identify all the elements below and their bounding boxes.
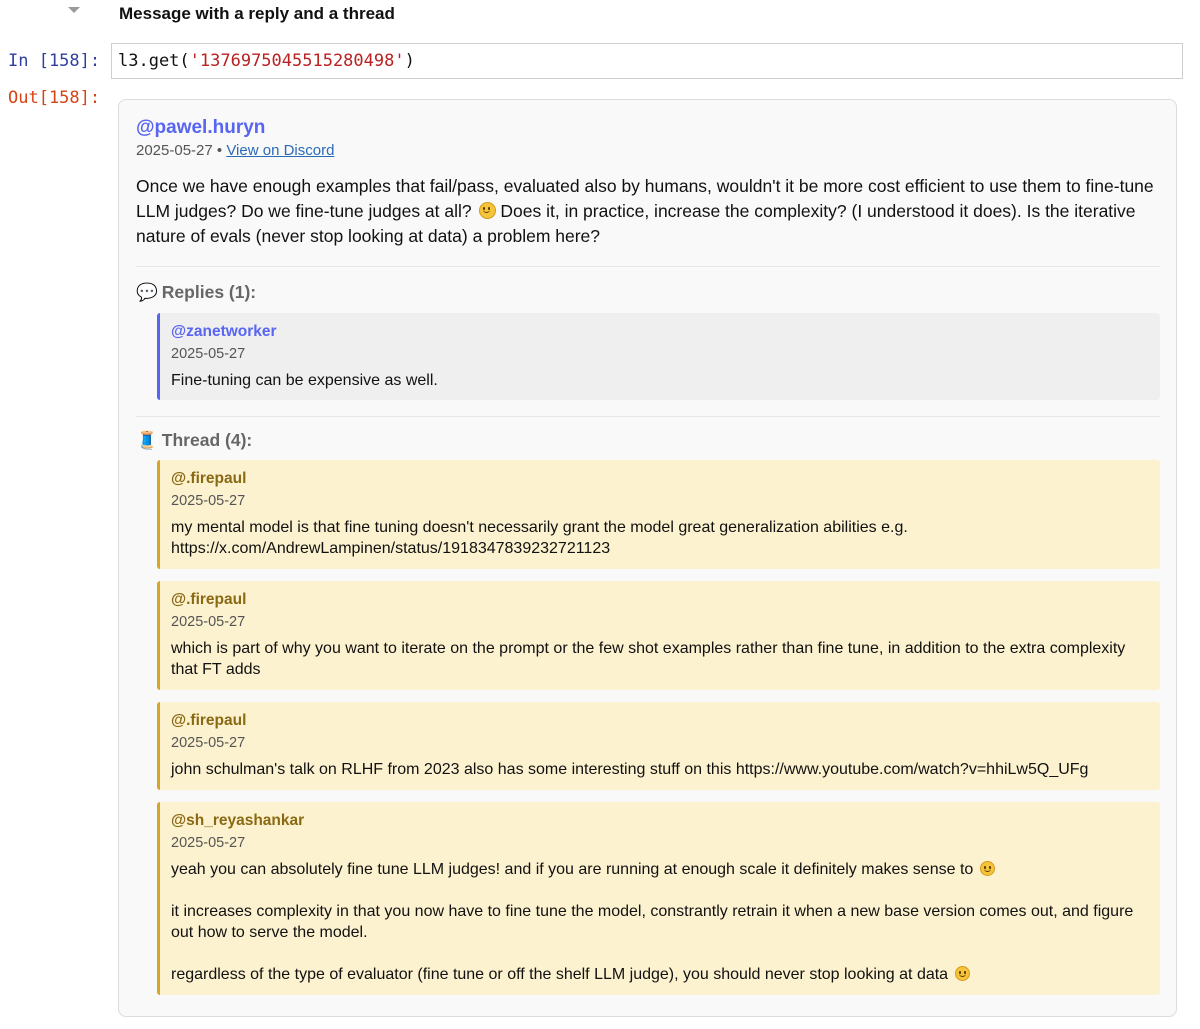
code-prefix: l3.get(	[118, 51, 190, 71]
reply-date: 2025-05-27	[171, 346, 246, 362]
thread-paragraph-text: regardless of the type of evaluator (fine tune or off the shelf LLM judge), you should never stop looking at data	[171, 966, 949, 983]
thread-text: which is part of why you want to iterate on the prompt or the few shot examples rather than fine tune, in addition to the extra complexity that FT adds	[171, 640, 1126, 678]
slight-smile-icon	[980, 861, 995, 876]
thread-date: 2025-05-27	[171, 614, 246, 630]
reply-author: @zanetworker	[171, 323, 277, 340]
message-output-card	[118, 99, 1177, 1017]
replies-title-text: Replies (1):	[161, 282, 257, 302]
thread-item	[157, 460, 1160, 569]
spool-of-thread-icon: 🧵	[136, 430, 158, 450]
thread-date: 2025-05-27	[171, 835, 246, 851]
thread-author: @.firepaul	[171, 470, 247, 487]
message-meta	[136, 141, 1159, 161]
thread-title-text: Thread (4):	[161, 430, 253, 450]
thread-paragraph	[171, 859, 1148, 880]
cell-heading: Message with a reply and a thread	[119, 4, 395, 23]
code-string-literal: '1376975045515280498'	[189, 51, 405, 71]
thread-paragraph	[171, 964, 1148, 985]
message-text-part1: Once we have enough examples that fail/pass, evaluated also by humans, wouldn't it be more cost efficient to use them to fine-tune LLM judges? Do we fine-tune judges at all?	[136, 176, 1154, 221]
thread-text	[171, 859, 1148, 985]
thread-author: @sh_reyashankar	[171, 812, 305, 829]
thread-text: john schulman's talk on RLHF from 2023 also has some interesting stuff on this https://www.youtube.com/watch?v=hhiLw5Q_UFg	[171, 761, 1089, 778]
thread-item	[157, 702, 1160, 790]
thread-author: @.firepaul	[171, 591, 247, 608]
thread-paragraph-text: yeah you can absolutely fine tune LLM judges! and if you are running at enough scale it definitely makes sense to	[171, 861, 974, 878]
meta-separator: •	[212, 142, 227, 159]
divider	[136, 266, 1160, 267]
thread-section-title	[136, 428, 1159, 452]
speech-balloon-icon: 💬	[136, 282, 158, 302]
code-input-cell[interactable]	[111, 43, 1183, 79]
message-date: 2025-05-27	[136, 142, 213, 159]
output-prompt: Out[158]:	[8, 88, 101, 108]
thread-text: my mental model is that fine tuning doesn't necessarily grant the model great generalization abilities e.g. https://x.com/AndrewLampinen/status/1918347839232721123	[171, 519, 908, 557]
message-body	[136, 174, 1156, 249]
reply-text: Fine-tuning can be expensive as well.	[171, 372, 438, 389]
replies-section-title	[136, 280, 1159, 304]
thread-author: @.firepaul	[171, 712, 247, 729]
view-on-discord-link[interactable]: View on Discord	[226, 142, 335, 159]
message-text-part2: Does it, in practice, increase the complexity? (I understood it does). Is the iterative nature of evals (never stop looking at data) a problem here?	[136, 201, 1136, 246]
input-prompt: In [158]:	[8, 51, 101, 71]
thread-item	[157, 581, 1160, 690]
thread-paragraph: it increases complexity in that you now have to fine tune the model, constrantly retrain it when a new base version comes out, and figure out how to serve the model.	[171, 903, 1134, 941]
reply-item	[157, 313, 1160, 400]
thread-list	[136, 460, 1159, 995]
thread-date: 2025-05-27	[171, 493, 246, 509]
thread-item	[157, 802, 1160, 995]
code-suffix: )	[404, 51, 415, 71]
thread-date: 2025-05-27	[171, 735, 246, 751]
slight-smile-icon	[955, 966, 970, 981]
message-author: @pawel.huryn	[136, 117, 266, 138]
slight-smile-icon	[479, 202, 496, 219]
divider	[136, 416, 1160, 417]
collapse-caret-icon[interactable]	[68, 7, 80, 13]
